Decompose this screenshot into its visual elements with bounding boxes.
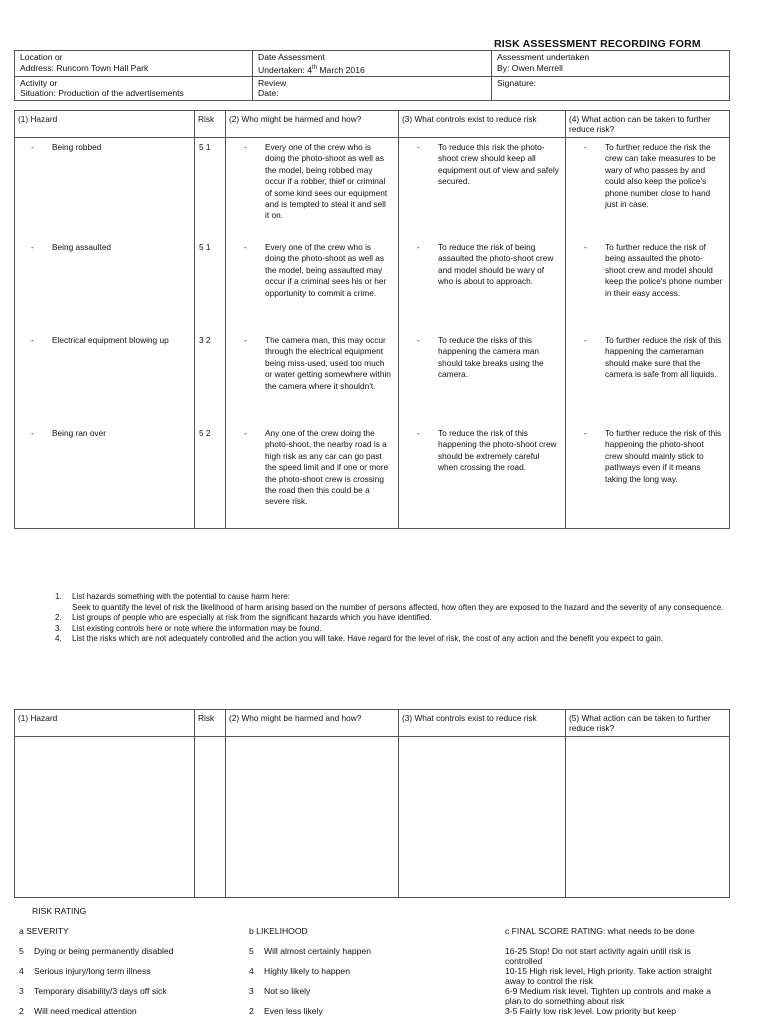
review-cell <box>253 76 492 100</box>
risk-header: Risk <box>195 111 226 138</box>
situation-value: Situation: Production of the advertisements <box>20 88 184 99</box>
hazard-item: - Electrical equipment blowing up <box>31 335 169 345</box>
risk-score: 5 2 <box>199 428 211 438</box>
likelihood-item: 4 Highly likely to happen <box>249 966 350 976</box>
undertaken-value: Undertaken: 4th March 2016 <box>258 64 365 75</box>
activity-label: Activity or <box>20 77 58 88</box>
likelihood-title: b LIKELIHOOD <box>249 926 308 936</box>
controls-item: - To reduce the risk of this happening the photo-shoot crew should be extremely careful when crossing the road. <box>417 428 557 473</box>
who-item: - Every one of the crew who is doing the photo-shoot as well as the model, being assaulted may occur if a criminal sees his or her opportunity to commit a crime. <box>244 242 387 298</box>
final-score-item: 6-9 Medium risk level. Tighten up controls and make a plan to do something about risk <box>505 986 711 1006</box>
action-item: - To further reduce the risk of this happening the cameraman should make sure that the camera is safe from all liquids. <box>584 335 722 380</box>
hazard-column <box>15 138 195 529</box>
blank-risk-table <box>14 709 730 898</box>
hazard-item: - Being assaulted <box>31 242 112 252</box>
final-score-section <box>505 926 725 1016</box>
review-date-label: Date: <box>258 88 279 99</box>
instruction-item: 2. List groups of people who are especially at risk from the significant hazards which you have identified. <box>55 613 432 623</box>
controls-header: (3) What controls exist to reduce risk <box>399 710 566 737</box>
who-item: - Any one of the crew doing the photo-shoot, the nearby road is a high risk as any car can go past the speed limit and if one or more the photo-shoot crew is crossing the road then this could be a severe risk. <box>244 428 389 507</box>
location-label: Location or <box>20 52 63 62</box>
blank-table-header <box>15 710 730 737</box>
controls-entry-cell[interactable] <box>399 737 566 898</box>
controls-item: - To reduce the risk of being assaulted the photo-shoot crew and model should be wary of who is about to approach. <box>417 242 554 287</box>
date-cell <box>253 51 492 77</box>
final-score-item: 10-15 High risk level, High priority. Take action straight away to control the risk <box>505 966 712 986</box>
action-header: (5) What action can be taken to further reduce risk? <box>566 710 730 737</box>
assessment-info-table <box>14 50 730 101</box>
severity-item: 5 Dying or being permanently disabled <box>19 946 174 956</box>
form-title: RISK ASSESSMENT RECORDING FORM <box>494 38 701 50</box>
action-header: (4) What action can be taken to further reduce risk? <box>566 111 730 138</box>
who-column <box>226 138 399 529</box>
risk-score: 3 2 <box>199 335 211 345</box>
location-cell <box>15 51 253 77</box>
final-score-title: c FINAL SCORE RATING: what needs to be done <box>505 926 695 936</box>
likelihood-item: 2 Even less likely <box>249 1006 323 1016</box>
controls-item: - To reduce this risk the photo-shoot crew should keep all equipment out of view and safely secured. <box>417 142 559 187</box>
risk-table <box>14 110 730 529</box>
severity-item: 3 Temporary disability/3 days off sick <box>19 986 167 996</box>
assessor-cell <box>492 51 730 77</box>
likelihood-section <box>249 926 489 1017</box>
risk-entry-cell[interactable] <box>195 737 226 898</box>
instructions-list <box>55 592 735 645</box>
severity-title: a SEVERITY <box>19 926 69 936</box>
action-column <box>566 138 730 529</box>
address-value: Address: Runcorn Town Hall Park <box>20 62 149 73</box>
assessor-label: Assessment undertaken <box>497 52 590 62</box>
risk-rating-title: RISK RATING <box>32 906 87 916</box>
final-score-item: 3-5 Fairly low risk level. Low priority but keep <box>505 1006 676 1016</box>
action-item: - To further reduce the risk the crew can take measures to be wary of who passes by and could also keep the police's phone number close to hand just in case. <box>584 142 716 210</box>
who-entry-cell[interactable] <box>226 737 399 898</box>
action-item: - To further reduce the risk of being assaulted the photo-shoot crew and model should keep the police's phone number in their easy access. <box>584 242 723 298</box>
blank-table-body <box>15 737 730 898</box>
final-score-item: 16-25 Stop! Do not start activity again until risk is controlled <box>505 946 691 966</box>
action-entry-cell[interactable] <box>566 737 730 898</box>
hazard-item: - Being robbed <box>31 142 102 152</box>
severity-item: 2 Will need medical attention <box>19 1006 137 1016</box>
likelihood-item: 5 Will almost certainly happen <box>249 946 371 956</box>
likelihood-item: 3 Not so likely <box>249 986 311 996</box>
controls-item: - To reduce the risks of this happening the camera man should take breaks using the camera. <box>417 335 544 380</box>
instruction-item: 3. List existing controls here or note where the information may be found. <box>55 623 322 633</box>
action-item: - To further reduce the risk of this happening the photo-shoot crew should mainly stick to pathways even if it means taking the long way. <box>584 428 722 484</box>
assessor-value: By: Owen Merrell <box>497 62 563 73</box>
risk-column <box>195 138 226 529</box>
severity-item: 4 Serious injury/long term illness <box>19 966 151 976</box>
hazard-header: (1) Hazard <box>15 111 195 138</box>
hazard-item: - Being ran over <box>31 428 106 438</box>
who-header: (2) Who might be harmed and how? <box>226 710 399 737</box>
who-item: - Every one of the crew who is doing the photo-shoot as well as the model, being robbed may occur if a robber, thief or criminal of some kind sees our equipment and is tempted to steal it and sell it on. <box>244 142 388 221</box>
risk-table-body <box>15 138 730 529</box>
controls-column <box>399 138 566 529</box>
signature-label: Signature: <box>497 77 537 88</box>
risk-score: 5 1 <box>199 242 211 252</box>
controls-header: (3) What controls exist to reduce risk <box>399 111 566 138</box>
hazard-header: (1) Hazard <box>15 710 195 737</box>
who-item: - The camera man, this may occur through the electrical equipment being miss-used, used too much or water getting somewhere within the camera where it shouldn't. <box>244 335 391 391</box>
signature-cell <box>492 76 730 100</box>
risk-table-header <box>15 111 730 138</box>
activity-cell <box>15 76 253 100</box>
who-header: (2) Who might be harmed and how? <box>226 111 399 138</box>
review-label: Review <box>258 77 287 88</box>
severity-section <box>19 926 244 1017</box>
date-assessment-label: Date Assessment <box>258 52 325 62</box>
instruction-item: 4. List the risks which are not adequately controlled and the action you will take. Have regard for the level of risk, the cost of any action and the benefit you expect to gain. <box>55 634 664 644</box>
instruction-item: 1. List hazards something with the potential to cause harm here: Seek to quantify the level of risk the likelihood of harm arising based on the number of persons affected, how often they are exposed to the hazard and the severity of any consequence. <box>55 592 724 612</box>
risk-score: 5 1 <box>199 142 211 152</box>
risk-header: Risk <box>195 710 226 737</box>
hazard-entry-cell[interactable] <box>15 737 195 898</box>
